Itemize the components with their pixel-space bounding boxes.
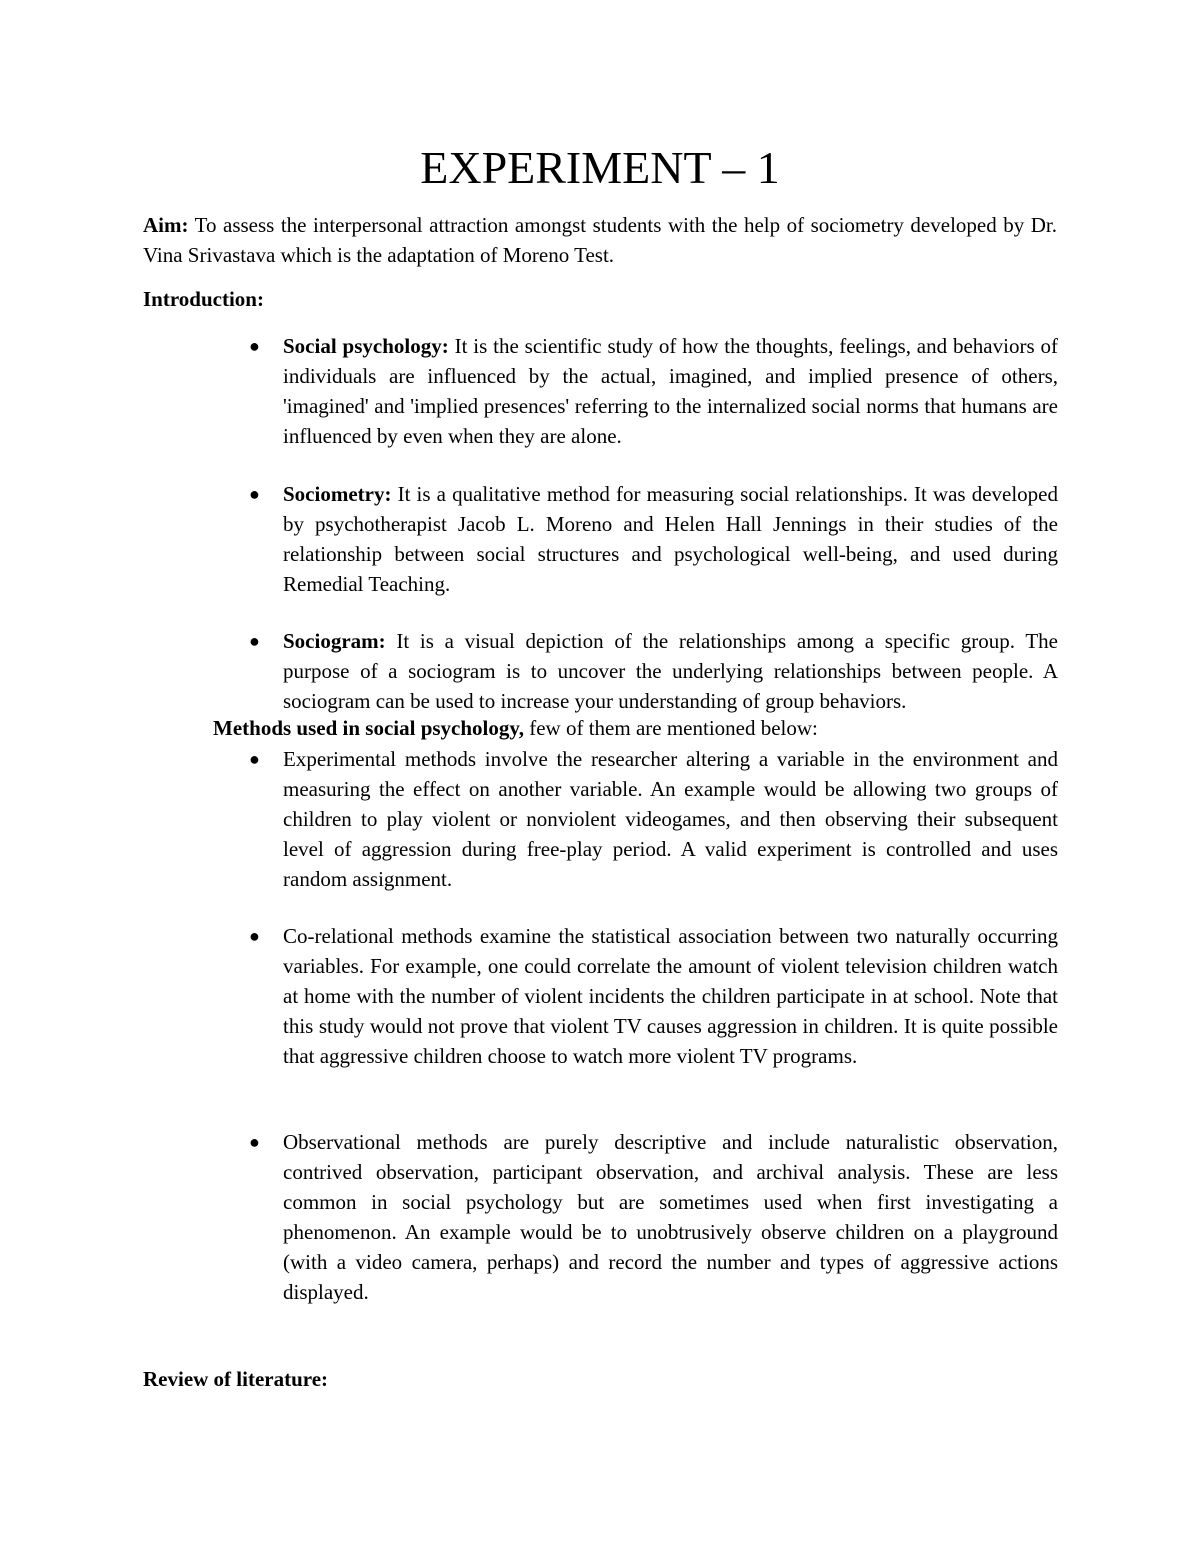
list-item <box>249 921 1058 1071</box>
list-item <box>249 331 1058 451</box>
introduction-heading: Introduction: <box>143 287 264 311</box>
list-item-text: It is a qualitative method for measuring social relationships. It was developed by psychotherapist Jacob L. Moreno and Helen Hall Jennings in their studies of the relationship between social structures and psychological well-being, and used during Remedial Teaching. <box>283 482 1058 596</box>
bullet-icon: ● <box>249 631 260 651</box>
bullet-icon: ● <box>249 336 260 356</box>
methods-heading-label: Methods used in social psychology, <box>213 716 524 740</box>
aim-paragraph <box>143 210 1057 270</box>
list-item-text: It is the scientific study of how the thoughts, feelings, and behaviors of individuals are influenced by the actual, imagined, and implied presence of others, 'imagined' and 'implied presences' referring to the internalized social norms that humans are influenced by even when they are alone. <box>283 334 1058 448</box>
bullet-icon: ● <box>249 484 260 504</box>
methods-heading <box>213 713 818 743</box>
aim-text: To assess the interpersonal attraction amongst students with the help of sociometry developed by Dr. Vina Srivastava which is the adaptation of Moreno Test. <box>143 213 1057 267</box>
bullet-icon: ● <box>249 749 260 769</box>
list-item-text: Co-relational methods examine the statistical association between two naturally occurring variables. For example, one could correlate the amount of violent television children watch at home with the number of violent incidents the children participate in at school. Note that this study would not prove that violent TV causes aggression in children. It is quite possible that aggressive children choose to watch more violent TV programs. <box>283 924 1058 1068</box>
list-item-label: Social psychology: <box>283 334 449 358</box>
bullet-icon: ● <box>249 1132 260 1152</box>
list-item-text: It is a visual depiction of the relationships among a specific group. The purpose of a sociogram is to uncover the underlying relationships between people. A sociogram can be used to increase your understanding of group behaviors. <box>283 629 1058 713</box>
bullet-icon: ● <box>249 926 260 946</box>
methods-heading-text: few of them are mentioned below: <box>523 716 818 740</box>
list-item-text: Observational methods are purely descriptive and include naturalistic observation, contrived observation, participant observation, and archival analysis. These are less common in social psychology but are sometimes used when first investigating a phenomenon. An example would be to unobtrusively observe children on a playground (with a video camera, perhaps) and record the number and types of aggressive actions displayed. <box>283 1130 1058 1304</box>
aim-label: Aim: <box>143 213 189 237</box>
list-item <box>249 626 1058 716</box>
list-item-text: Experimental methods involve the researcher altering a variable in the environment and measuring the effect on another variable. An example would be allowing two groups of children to play violent or nonviolent videogames, and then observing their subsequent level of aggression during free-play period. A valid experiment is controlled and uses random assignment. <box>283 747 1058 891</box>
list-item-label: Sociometry: <box>283 482 392 506</box>
list-item-label: Sociogram: <box>283 629 386 653</box>
list-item <box>249 479 1058 599</box>
list-item <box>249 1127 1058 1307</box>
page-title: EXPERIMENT – 1 <box>420 142 780 193</box>
list-item <box>249 744 1058 894</box>
review-heading: Review of literature: <box>143 1367 329 1391</box>
